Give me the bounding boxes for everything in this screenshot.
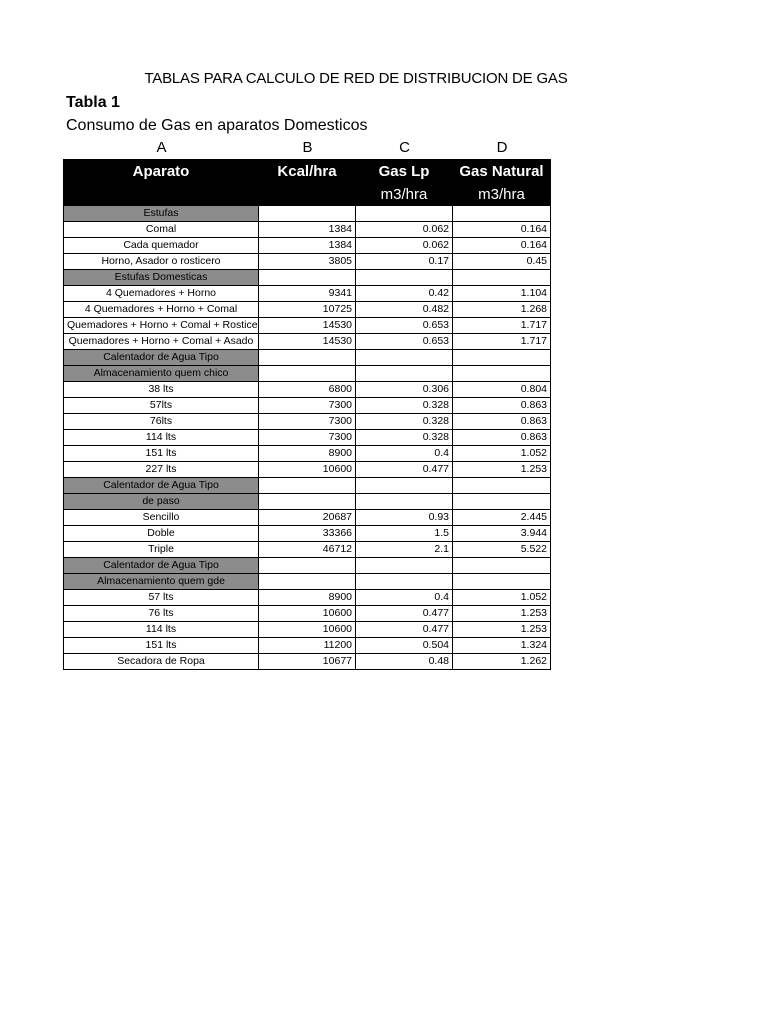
unit-kcal [259, 183, 356, 206]
gas-natural-cell: 0.863 [453, 398, 551, 414]
table-row [64, 654, 551, 670]
gas-lp-cell: 0.42 [356, 286, 453, 302]
table-row [64, 430, 551, 446]
table-row [64, 542, 551, 558]
kcal-cell [259, 206, 356, 222]
table-row [64, 622, 551, 638]
gas-lp-cell: 0.48 [356, 654, 453, 670]
gas-lp-cell: 0.328 [356, 398, 453, 414]
kcal-cell: 1384 [259, 222, 356, 238]
table-row [64, 638, 551, 654]
gas-lp-cell: 0.17 [356, 254, 453, 270]
gas-natural-cell [453, 574, 551, 590]
gas-natural-cell: 0.45 [453, 254, 551, 270]
aparato-cell: Estufas [64, 206, 259, 222]
kcal-cell: 9341 [259, 286, 356, 302]
kcal-cell [259, 574, 356, 590]
table-row [64, 254, 551, 270]
section-row [64, 478, 551, 494]
aparato-cell: Triple [64, 542, 259, 558]
gas-lp-cell: 0.653 [356, 318, 453, 334]
gas-natural-cell: 1.104 [453, 286, 551, 302]
aparato-cell: 76lts [64, 414, 259, 430]
aparato-cell: Secadora de Ropa [64, 654, 259, 670]
gas-lp-cell [356, 558, 453, 574]
gas-consumption-table [63, 159, 551, 670]
kcal-cell: 7300 [259, 430, 356, 446]
aparato-cell: Almacenamiento quem chico [64, 366, 259, 382]
gas-lp-cell: 0.653 [356, 334, 453, 350]
table-row [64, 318, 551, 334]
kcal-cell: 3805 [259, 254, 356, 270]
column-letter-b: B [302, 139, 313, 156]
gas-natural-cell: 1.253 [453, 462, 551, 478]
table-row [64, 414, 551, 430]
aparato-cell: 114 lts [64, 430, 259, 446]
gas-natural-cell: 1.324 [453, 638, 551, 654]
header-gas-lp: Gas Lp [356, 160, 453, 183]
gas-natural-cell: 1.052 [453, 446, 551, 462]
table-row [64, 590, 551, 606]
aparato-cell: Cada quemador [64, 238, 259, 254]
kcal-cell: 7300 [259, 414, 356, 430]
kcal-cell [259, 478, 356, 494]
gas-lp-cell [356, 350, 453, 366]
kcal-cell: 1384 [259, 238, 356, 254]
aparato-cell: Sencillo [64, 510, 259, 526]
gas-natural-cell: 1.052 [453, 590, 551, 606]
unit-gas-lp: m3/hra [356, 183, 453, 206]
kcal-cell [259, 558, 356, 574]
column-letter-a: A [156, 139, 167, 156]
aparato-cell: Calentador de Agua Tipo [64, 558, 259, 574]
aparato-cell: 4 Quemadores + Horno + Comal [64, 302, 259, 318]
gas-natural-cell: 1.262 [453, 654, 551, 670]
gas-lp-cell: 0.504 [356, 638, 453, 654]
kcal-cell: 10677 [259, 654, 356, 670]
table-row [64, 526, 551, 542]
gas-natural-cell: 0.164 [453, 238, 551, 254]
gas-lp-cell: 0.482 [356, 302, 453, 318]
table-row [64, 382, 551, 398]
aparato-cell: 114 lts [64, 622, 259, 638]
aparato-cell: 76 lts [64, 606, 259, 622]
gas-lp-cell [356, 270, 453, 286]
header-aparato: Aparato [64, 160, 259, 183]
gas-lp-cell: 0.328 [356, 430, 453, 446]
aparato-cell: 38 lts [64, 382, 259, 398]
gas-lp-cell [356, 478, 453, 494]
gas-lp-cell: 0.477 [356, 462, 453, 478]
gas-natural-cell: 1.253 [453, 622, 551, 638]
gas-natural-cell [453, 350, 551, 366]
gas-natural-cell: 3.944 [453, 526, 551, 542]
gas-lp-cell: 0.328 [356, 414, 453, 430]
kcal-cell: 10725 [259, 302, 356, 318]
gas-natural-cell: 0.863 [453, 414, 551, 430]
gas-lp-cell: 2.1 [356, 542, 453, 558]
kcal-cell: 6800 [259, 382, 356, 398]
kcal-cell: 20687 [259, 510, 356, 526]
gas-natural-cell [453, 494, 551, 510]
section-row [64, 574, 551, 590]
gas-natural-cell: 1.717 [453, 318, 551, 334]
gas-lp-cell: 0.93 [356, 510, 453, 526]
column-letter-d: D [496, 139, 508, 156]
kcal-cell [259, 350, 356, 366]
gas-lp-cell: 0.4 [356, 590, 453, 606]
kcal-cell: 8900 [259, 590, 356, 606]
aparato-cell: de paso [64, 494, 259, 510]
gas-natural-cell [453, 366, 551, 382]
gas-lp-cell: 1.5 [356, 526, 453, 542]
kcal-cell: 46712 [259, 542, 356, 558]
gas-natural-cell: 1.268 [453, 302, 551, 318]
table-row [64, 446, 551, 462]
gas-natural-cell: 1.253 [453, 606, 551, 622]
aparato-cell: 4 Quemadores + Horno [64, 286, 259, 302]
aparato-cell: Quemadores + Horno + Comal + Rostice [64, 318, 259, 334]
table-row [64, 238, 551, 254]
kcal-cell: 11200 [259, 638, 356, 654]
table-body [64, 160, 551, 670]
gas-lp-cell: 0.306 [356, 382, 453, 398]
table-row [64, 334, 551, 350]
aparato-cell: Calentador de Agua Tipo [64, 478, 259, 494]
gas-lp-cell [356, 366, 453, 382]
gas-lp-cell [356, 206, 453, 222]
kcal-cell: 7300 [259, 398, 356, 414]
kcal-cell: 33366 [259, 526, 356, 542]
section-row [64, 350, 551, 366]
kcal-cell: 10600 [259, 606, 356, 622]
column-letter-c: C [399, 139, 410, 156]
table-row [64, 606, 551, 622]
kcal-cell: 14530 [259, 318, 356, 334]
gas-lp-cell: 0.062 [356, 222, 453, 238]
kcal-cell: 14530 [259, 334, 356, 350]
aparato-cell: Estufas Domesticas [64, 270, 259, 286]
gas-natural-cell: 5.522 [453, 542, 551, 558]
aparato-cell: 57 lts [64, 590, 259, 606]
aparato-cell: 151 lts [64, 446, 259, 462]
gas-lp-cell: 0.4 [356, 446, 453, 462]
unit-aparato [64, 183, 259, 206]
kcal-cell: 10600 [259, 622, 356, 638]
section-row [64, 494, 551, 510]
header-kcal: Kcal/hra [259, 160, 356, 183]
kcal-cell: 8900 [259, 446, 356, 462]
gas-natural-cell: 0.863 [453, 430, 551, 446]
aparato-cell: Quemadores + Horno + Comal + Asado [64, 334, 259, 350]
table-label: Tabla 1 [66, 94, 120, 111]
units-row [64, 183, 551, 206]
table-row [64, 510, 551, 526]
document-title: TABLAS PARA CALCULO DE RED DE DISTRIBUCION DE GAS [144, 70, 568, 87]
gas-lp-cell [356, 494, 453, 510]
gas-lp-cell: 0.477 [356, 622, 453, 638]
table-subtitle: Consumo de Gas en aparatos Domesticos [66, 117, 368, 134]
section-row [64, 206, 551, 222]
gas-natural-cell [453, 558, 551, 574]
gas-natural-cell: 0.164 [453, 222, 551, 238]
gas-natural-cell: 0.804 [453, 382, 551, 398]
aparato-cell: Calentador de Agua Tipo [64, 350, 259, 366]
table-row [64, 462, 551, 478]
gas-lp-cell: 0.062 [356, 238, 453, 254]
gas-lp-cell [356, 574, 453, 590]
kcal-cell [259, 366, 356, 382]
section-row [64, 366, 551, 382]
section-row [64, 270, 551, 286]
gas-natural-cell [453, 478, 551, 494]
kcal-cell: 10600 [259, 462, 356, 478]
table-row [64, 302, 551, 318]
header-row [64, 160, 551, 183]
table-row [64, 222, 551, 238]
aparato-cell: 227 lts [64, 462, 259, 478]
gas-lp-cell: 0.477 [356, 606, 453, 622]
aparato-cell: 151 lts [64, 638, 259, 654]
kcal-cell [259, 270, 356, 286]
gas-natural-cell: 2.445 [453, 510, 551, 526]
table-row [64, 398, 551, 414]
section-row [64, 558, 551, 574]
aparato-cell: Horno, Asador o rosticero [64, 254, 259, 270]
aparato-cell: Doble [64, 526, 259, 542]
aparato-cell: Almacenamiento quem gde [64, 574, 259, 590]
table-row [64, 286, 551, 302]
aparato-cell: 57lts [64, 398, 259, 414]
aparato-cell: Comal [64, 222, 259, 238]
header-gas-natural: Gas Natural [453, 160, 551, 183]
gas-natural-cell: 1.717 [453, 334, 551, 350]
gas-natural-cell [453, 206, 551, 222]
kcal-cell [259, 494, 356, 510]
gas-natural-cell [453, 270, 551, 286]
unit-gas-natural: m3/hra [453, 183, 551, 206]
